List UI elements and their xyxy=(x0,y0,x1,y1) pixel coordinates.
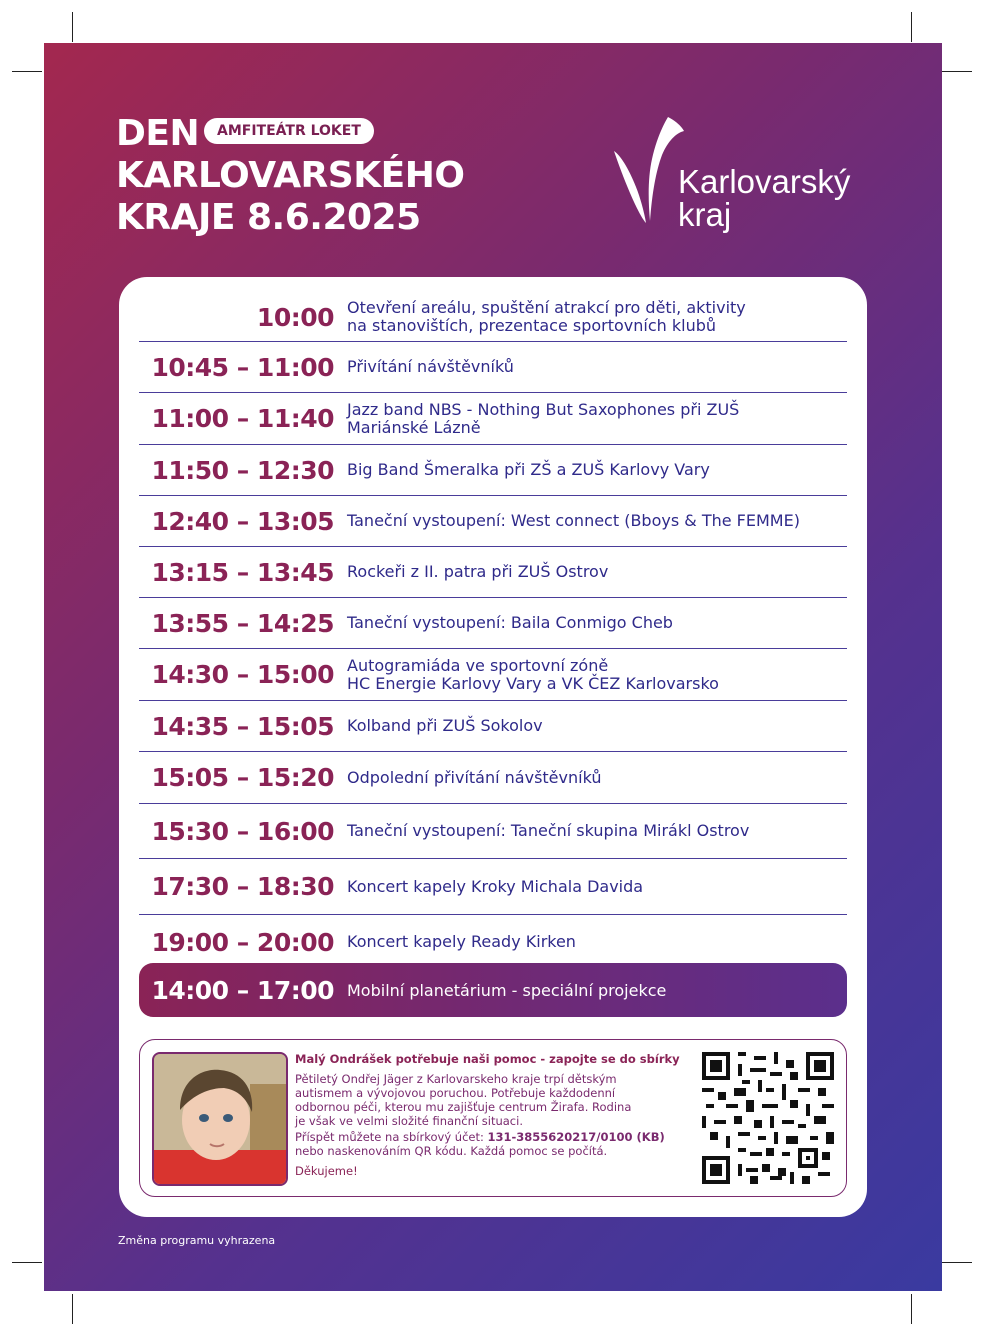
charity-text xyxy=(295,1052,695,1178)
crop-mark xyxy=(12,71,42,72)
schedule-row xyxy=(139,445,847,496)
schedule-row xyxy=(139,293,847,342)
schedule-time: 13:15 – 13:45 xyxy=(151,557,334,587)
crop-mark xyxy=(72,12,73,42)
schedule-desc-line: Taneční vystoupení: West connect (Bboys & The FEMME) xyxy=(347,511,800,530)
logo-wordmark-line: kraj xyxy=(678,196,732,233)
schedule-time: 12:40 – 13:05 xyxy=(151,506,334,536)
crop-mark xyxy=(12,1262,42,1263)
schedule-row xyxy=(139,342,847,393)
logo-wordmark xyxy=(678,165,850,231)
qr-code-icon[interactable] xyxy=(702,1052,834,1184)
crop-mark xyxy=(72,1294,73,1324)
charity-title: Malý Ondrášek potřebuje naši pomoc - zapojte se do sbírky xyxy=(295,1052,680,1066)
schedule-row xyxy=(139,804,847,859)
schedule-desc xyxy=(347,769,602,787)
schedule-list xyxy=(139,293,847,969)
title-line: KRAJE 8.6.2025 xyxy=(116,197,421,238)
schedule-time: 10:00 xyxy=(256,302,334,332)
schedule-desc xyxy=(347,822,749,840)
schedule-desc-line: Odpolední přivítání návštěvníků xyxy=(347,767,602,787)
venue-badge: AMFITEÁTR LOKET xyxy=(204,118,374,144)
schedule-row xyxy=(139,915,847,969)
schedule-desc-line: Rockeři z II. patra při ZUŠ Ostrov xyxy=(347,562,609,581)
charity-line: nebo naskenováním QR kódu. Každá pomoc se počítá. xyxy=(295,1144,608,1158)
charity-account-label: Příspět můžete na sbírkový účet: xyxy=(295,1130,488,1144)
logo-wordmark-line: Karlovarský xyxy=(678,163,851,200)
schedule-desc-line: Otevření areálu, spuštění atrakcí pro děti, aktivity xyxy=(347,298,746,317)
schedule-time: 19:00 – 20:00 xyxy=(151,927,334,957)
schedule-desc-line: HC Energie Karlovy Vary a VK ČEZ Karlovarsko xyxy=(347,673,719,693)
schedule-desc-line: Taneční vystoupení: Baila Conmigo Cheb xyxy=(347,613,673,632)
schedule-time: 13:55 – 14:25 xyxy=(151,608,334,638)
crop-mark xyxy=(911,12,912,42)
schedule-desc-line: Autogramiáda ve sportovní zóně xyxy=(347,655,609,675)
schedule-desc xyxy=(347,657,719,693)
schedule-time: 17:30 – 18:30 xyxy=(151,872,334,901)
schedule-desc-line: Koncert kapely Ready Kirken xyxy=(347,932,576,951)
program-card xyxy=(119,277,867,1217)
charity-line: Pětiletý Ondřej Jäger z Karlovarskeho kraje trpí dětským xyxy=(295,1072,617,1086)
charity-line xyxy=(295,1130,695,1144)
charity-box xyxy=(139,1039,847,1197)
charity-account-number: 131-3855620217/0100 (KB) xyxy=(487,1130,665,1144)
charity-paragraph xyxy=(295,1072,695,1128)
schedule-desc xyxy=(347,299,746,335)
schedule-time: 15:05 – 15:20 xyxy=(151,763,334,792)
schedule-row xyxy=(139,496,847,547)
schedule-desc-line: Big Band Šmeralka při ZŠ a ZUŠ Karlovy Vary xyxy=(347,460,710,479)
schedule-row xyxy=(139,598,847,649)
schedule-desc xyxy=(347,401,739,437)
schedule-row xyxy=(139,701,847,752)
schedule-desc xyxy=(347,358,514,376)
highlight-row xyxy=(139,963,847,1017)
schedule-time: 15:30 – 16:00 xyxy=(151,816,334,846)
schedule-time: 10:45 – 11:00 xyxy=(151,352,334,382)
crop-mark xyxy=(942,71,972,72)
schedule-desc xyxy=(347,563,608,581)
highlight-time: 14:00 – 17:00 xyxy=(151,975,334,1005)
schedule-desc-line: Mariánské Lázně xyxy=(347,417,481,437)
child-portrait-icon xyxy=(154,1054,286,1184)
highlight-desc: Mobilní planetárium - speciální projekce xyxy=(347,980,667,1000)
schedule-desc-line: Jazz band NBS - Nothing But Saxophones při ZUŠ xyxy=(347,399,740,419)
schedule-desc-line: Kolband při ZUŠ Sokolov xyxy=(347,716,543,735)
schedule-row xyxy=(139,649,847,701)
schedule-time: 14:35 – 15:05 xyxy=(151,711,334,741)
logo-mark-icon xyxy=(606,115,686,235)
schedule-desc-line: Přivítání návštěvníků xyxy=(347,357,514,376)
karlovarsky-kraj-logo xyxy=(606,115,876,245)
crop-mark xyxy=(911,1294,912,1324)
schedule-time: 14:30 – 15:00 xyxy=(151,660,334,689)
charity-line: autismem a vývojovou poruchou. Potřebuje každodenní xyxy=(295,1086,616,1100)
schedule-time: 11:50 – 12:30 xyxy=(151,455,334,485)
schedule-desc xyxy=(347,717,543,735)
charity-line: je však ve velmi složité finanční situaci. xyxy=(295,1114,523,1128)
title-line: DEN xyxy=(116,113,200,154)
schedule-desc xyxy=(347,512,800,530)
schedule-desc xyxy=(347,614,673,632)
crop-mark xyxy=(942,1262,972,1263)
charity-paragraph xyxy=(295,1130,695,1158)
poster xyxy=(44,43,942,1291)
schedule-row xyxy=(139,859,847,915)
schedule-desc xyxy=(347,878,643,896)
schedule-time: 11:00 – 11:40 xyxy=(151,404,334,433)
schedule-desc xyxy=(347,933,576,951)
schedule-desc-line: Koncert kapely Kroky Michala Davida xyxy=(347,876,644,896)
footer-note: Změna programu vyhrazena xyxy=(118,1234,276,1247)
charity-line: odbornou péči, kterou mu zajišťuje centrum Žirafa. Rodina xyxy=(295,1100,632,1114)
schedule-desc xyxy=(347,461,710,479)
charity-thanks: Děkujeme! xyxy=(295,1164,358,1178)
child-photo xyxy=(152,1052,288,1186)
schedule-row xyxy=(139,547,847,598)
schedule-row xyxy=(139,752,847,804)
schedule-desc-line: Taneční vystoupení: Taneční skupina Mirákl Ostrov xyxy=(347,821,750,840)
schedule-desc-line: na stanovištích, prezentace sportovních klubů xyxy=(347,316,717,335)
title-line: KARLOVARSKÉHO xyxy=(116,155,465,196)
schedule-row xyxy=(139,393,847,445)
